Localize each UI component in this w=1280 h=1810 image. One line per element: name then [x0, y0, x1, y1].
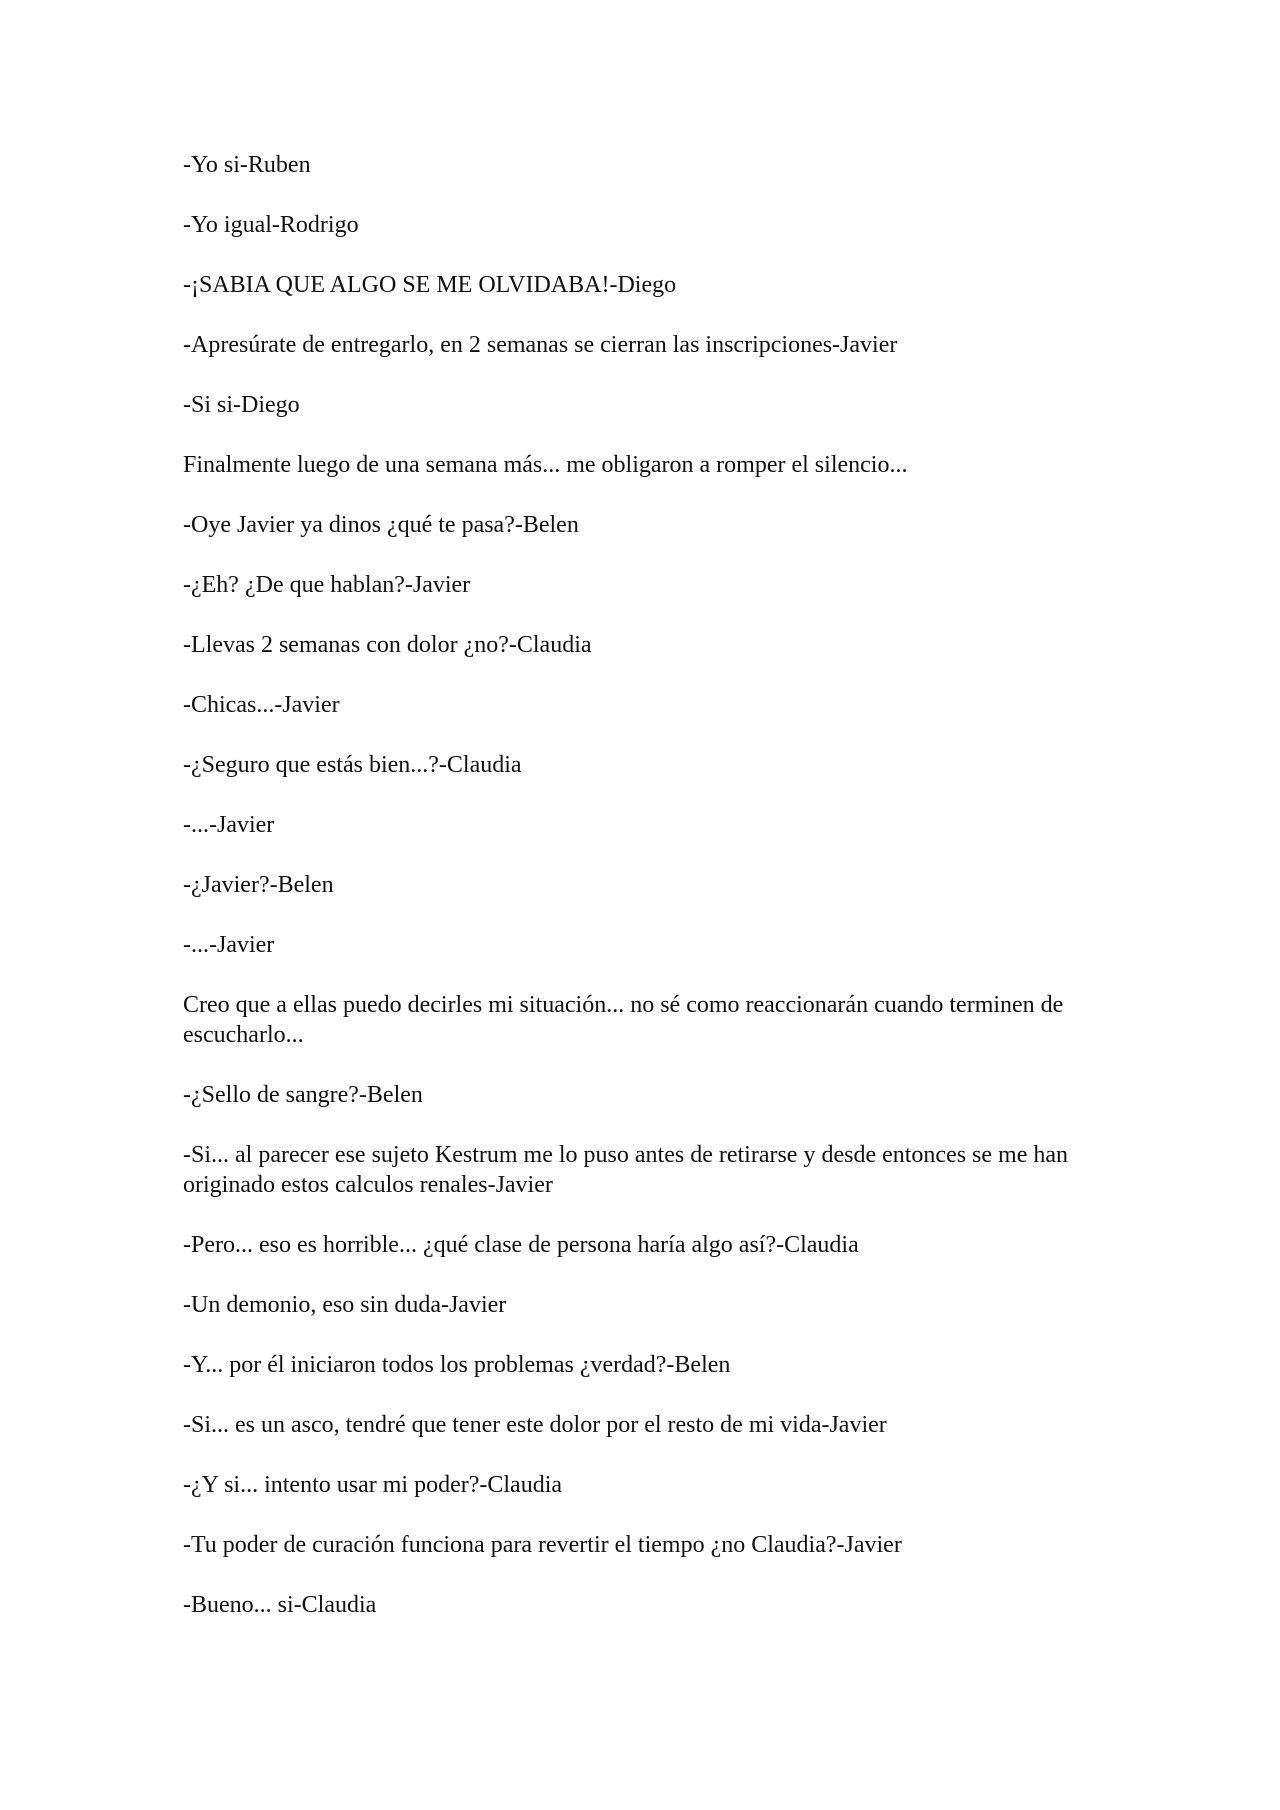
document-body	[183, 150, 1103, 1650]
paragraph-17: -Si... al parecer ese sujeto Kestrum me lo puso antes de retirarse y desde entonces se me han originado estos calculos renales-Javier	[183, 1142, 1069, 1198]
paragraph-12: -...-Javier	[183, 812, 275, 838]
paragraph-18: -Pero... eso es horrible... ¿qué clase de persona haría algo así?-Claudia	[183, 1232, 859, 1258]
paragraph-22: -¿Y si... intento usar mi poder?-Claudia	[183, 1472, 563, 1498]
paragraph-24: -Bueno... si-Claudia	[183, 1592, 377, 1618]
paragraph-3: -¡SABIA QUE ALGO SE ME OLVIDABA!-Diego	[183, 272, 677, 298]
paragraph-10: -Chicas...-Javier	[183, 692, 340, 718]
paragraph-1: -Yo si-Ruben	[183, 152, 311, 178]
paragraph-2: -Yo igual-Rodrigo	[183, 212, 359, 238]
paragraph-20: -Y... por él iniciaron todos los problemas ¿verdad?-Belen	[183, 1352, 731, 1378]
paragraph-8: -¿Eh? ¿De que hablan?-Javier	[183, 572, 471, 598]
paragraph-13: -¿Javier?-Belen	[183, 872, 334, 898]
paragraph-6: Finalmente luego de una semana más... me obligaron a romper el silencio...	[183, 452, 908, 478]
paragraph-21: -Si... es un asco, tendré que tener este dolor por el resto de mi vida-Javier	[183, 1412, 887, 1438]
paragraph-4: -Apresúrate de entregarlo, en 2 semanas se cierran las inscripciones-Javier	[183, 332, 898, 358]
paragraph-5: -Si si-Diego	[183, 392, 300, 418]
paragraph-11: -¿Seguro que estás bien...?-Claudia	[183, 752, 522, 778]
paragraph-9: -Llevas 2 semanas con dolor ¿no?-Claudia	[183, 632, 592, 658]
paragraph-16: -¿Sello de sangre?-Belen	[183, 1082, 423, 1108]
paragraph-14: -...-Javier	[183, 932, 275, 958]
paragraph-7: -Oye Javier ya dinos ¿qué te pasa?-Belen	[183, 512, 579, 538]
paragraph-23: -Tu poder de curación funciona para revertir el tiempo ¿no Claudia?-Javier	[183, 1532, 902, 1558]
paragraph-15: Creo que a ellas puedo decirles mi situación... no sé como reaccionarán cuando terminen de escucharlo...	[183, 992, 1064, 1048]
paragraph-19: -Un demonio, eso sin duda-Javier	[183, 1292, 507, 1318]
